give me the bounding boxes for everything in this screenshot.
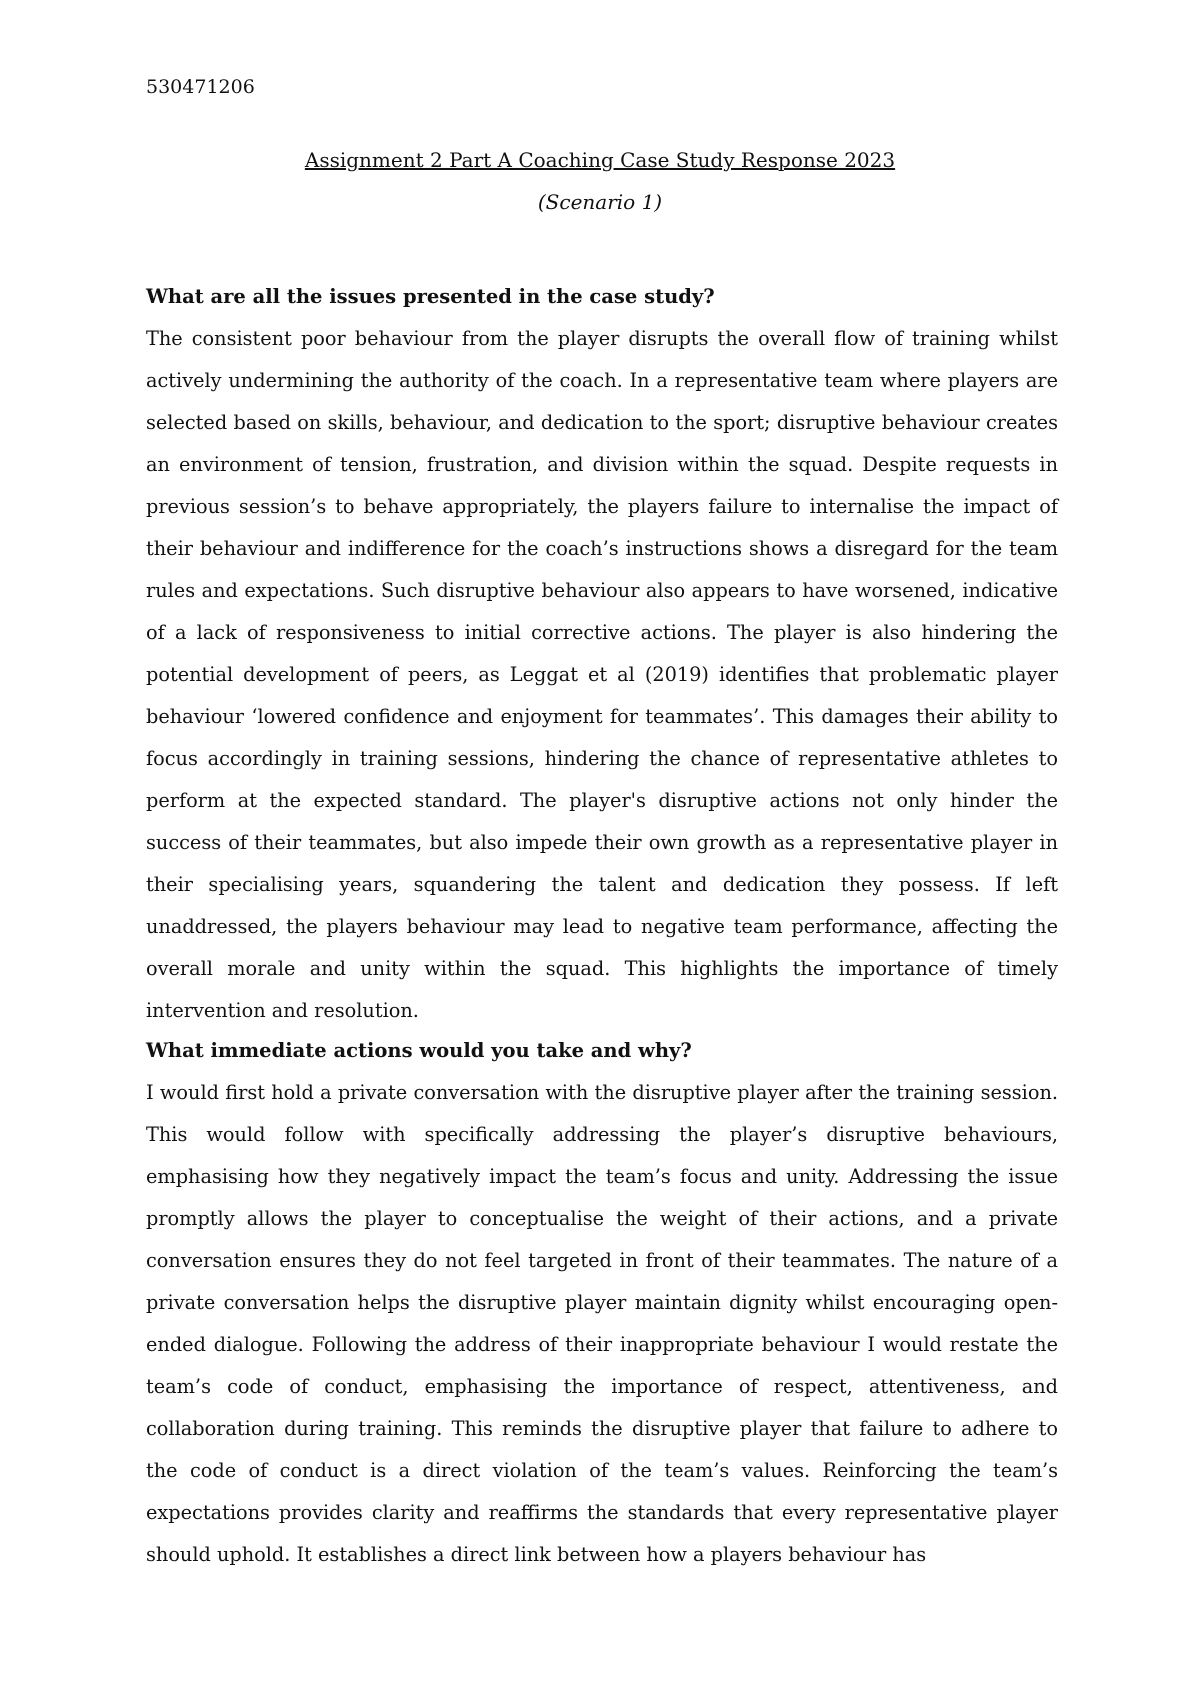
section-heading: What are all the issues presented in the case study? — [146, 285, 715, 308]
section-paragraph: The consistent poor behaviour from the player disrupts the overall flow of training whilst actively undermining the authority of the coach. In a representative team where players are selected based on skills, behaviour, and dedication to the sport; disruptive behaviour creates an environment of tension, frustration, and division within the squad. Despite requests in previous session’s to behave appropriately, the players failure to internalise the impact of their behaviour and indifference for the coach’s instructions shows a disregard for the team rules and expectations. Such disruptive behaviour also appears to have worsened, indicative of a lack of responsiveness to initial corrective actions. The player is also hindering the potential development of peers, as Leggat et al (2019) identifies that problematic player behaviour ‘lowered confidence and enjoyment for teammates’. This damages their ability to focus accordingly in training sessions, hindering the chance of representative athletes to perform at the expected standard. The player's disruptive actions not only hinder the success of their teammates, but also impede their own growth as a representative player in their specialising years, squandering the talent and dedication they possess. If left unaddressed, the players behaviour may lead to negative team performance, affecting the overall morale and unity within the squad. This highlights the importance of timely intervention and resolution. — [146, 327, 1058, 1022]
document-subtitle: (Scenario 1) — [537, 190, 663, 214]
section-paragraph: I would first hold a private conversation with the disruptive player after the training session. This would follow with specifically addressing the player’s disruptive behaviours, emphasising how they negatively impact the team’s focus and unity. Addressing the issue promptly allows the player to conceptualise the weight of their actions, and a private conversation ensures they do not feel targeted in front of their teammates. The nature of a private conversation helps the disruptive player maintain dignity whilst encouraging open-ended dialogue. Following the address of their inappropriate behaviour I would restate the team’s code of conduct, emphasising the importance of respect, attentiveness, and collaboration during training. This reminds the disruptive player that failure to adhere to the code of conduct is a direct violation of the team’s values. Reinforcing the team’s expectations provides clarity and reaffirms the standards that every representative player should uphold. It establishes a direct link between how a players behaviour has — [146, 1081, 1058, 1566]
section-issues — [146, 276, 1058, 1032]
student-id: 530471206 — [146, 76, 255, 98]
section-immediate-actions — [146, 1030, 1058, 1576]
document-title: Assignment 2 Part A Coaching Case Study Response 2023 — [304, 148, 896, 172]
section-heading: What immediate actions would you take and why? — [146, 1039, 692, 1062]
